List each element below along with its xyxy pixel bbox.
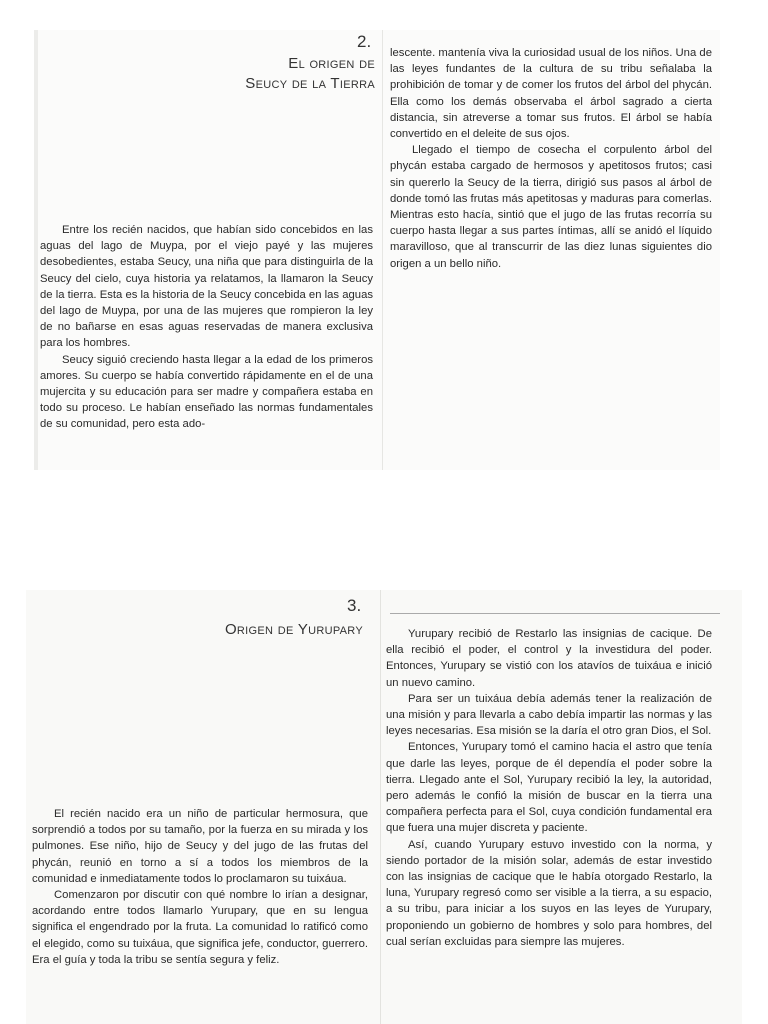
paragraph: lescente. mantenía viva la curiosidad usual de los niños. Una de las leyes fundantes de la cultura de su tribu señalaba la prohibición de tomar y de comer los frutos del árbol del phycán. Ella como los demás observaba el árbol sagrado a cierta distancia, sin atreverse a tomar sus frutos. El árbol se había convertido en el deleite de sus ojos. (390, 47, 712, 141)
paragraph: Llegado el tiempo de cosecha el corpulento árbol del phycán estaba cargado de hermosos y apetitosos frutos; casi sin quererlo la Seucy de la tierra, dirigió sus pasos al árbol de donde tomó las frutas más apetitosas y maduras para comerlas. Mientras esto hacía, sintió que el jugo de las frutas recorría su cuerpo hasta llegar a sus partes íntimas, allí se anidó el líquido maravilloso, que al transcurrir de las diez lunas siguientes dio origen a un bello niño. (390, 144, 712, 270)
chapter-2-left-column (40, 222, 373, 433)
chapter-2-title (155, 54, 375, 94)
chapter-3-title: Origen de Yurupary (224, 621, 363, 638)
chapter-3-left-column (32, 806, 368, 968)
chapter-3-number: 3. (347, 596, 362, 615)
page-edge-shadow (34, 30, 38, 470)
chapter-2-right-column (390, 45, 712, 272)
paragraph: Yurupary recibió de Restarlo las insignias de cacique. De ella recibió el poder, el control y la investidura del poder. Entonces, Yurupary se vistió con los atavíos de tuixáua e inició un nuevo camino. (386, 628, 712, 689)
bottom-page-fold (380, 590, 381, 1024)
paragraph: Entonces, Yurupary tomó el camino hacia el astro que tenía que darle las leyes, porque de él dependía el poder sobre la tierra. Llegado ante el Sol, Yurupary recibió la ley, la autoridad, pero además le confió la misión de buscar en la tierra una compañera perfecta para el Sol, cuya condición fundamental era que fuera una mujer discreta y paciente. (386, 741, 712, 835)
top-page-fold (382, 30, 383, 470)
paragraph: Comenzaron por discutir con qué nombre lo irían a designar, acordando entre todos llamarlo Yurupary, que en su lengua significa el engendrado por la fruta. La comunidad lo ratificó como el elegido, como su tuixáua, que significa jefe, conductor, guerrero. Era el guía y toda la tribu se sentía segura y feliz. (32, 889, 368, 966)
chapter-3-right-column (386, 626, 712, 950)
paragraph: Así, cuando Yurupary estuvo investido con la norma, y siendo portador de la misión solar, además de estar investido con las insignias de cacique que le había otorgado Restarlo, la luna, Yurupary regresó como ser visible a la tierra, a su espacio, a su tribu, para iniciar a los suyos en las leyes de Yurupary, proponiendo un gobierno de hombres y solo para hombres, del cual serían excluidas para siempre las mujeres. (386, 838, 712, 948)
paragraph: Entre los recién nacidos, que habían sido concebidos en las aguas del lago de Muypa, por el viejo payé y las mujeres desobedientes, estaba Seucy, una niña que para distinguirla de la Seucy del cielo, cuya historia ya relatamos, la llamaron la Seucy de la tierra. Esta es la historia de la Seucy concebida en las aguas del lago de Muypa, por una de las mujeres que rompieron la ley de no bañarse en esas aguas reservadas de manera exclusiva para los hombres. (40, 224, 373, 350)
chapter-2-title-line1: El origen de (288, 55, 375, 72)
paragraph: El recién nacido era un niño de particular hermosura, que sorprendió a todos por su tamaño, por la fuerza en su mirada y los pulmones. Ese niño, hijo de Seucy y del jugo de las frutas del phycán, reunió en torno a sí a todos los miembros de la comunidad e inmediatamente todos lo proclamaron su tuixáua. (32, 808, 368, 885)
paragraph: Para ser un tuixáua debía además tener la realización de una misión y para llevarla a cabo debía impartir las normas y las leyes necesarias. Esa misión se la daría el otro gran Dios, el Sol. (386, 692, 712, 738)
paragraph: Seucy siguió creciendo hasta llegar a la edad de los primeros amores. Su cuerpo se había convertido rápidamente en el de una mujercita y su educación para ser madre y compañera estaba en todo su proceso. Le habían enseñado las normas fundamentales de su comunidad, pero esta ado- (40, 353, 373, 431)
chapter-2-number: 2. (357, 32, 372, 51)
top-rule (390, 613, 720, 614)
chapter-2-title-line2: Seucy de la Tierra (245, 75, 375, 92)
